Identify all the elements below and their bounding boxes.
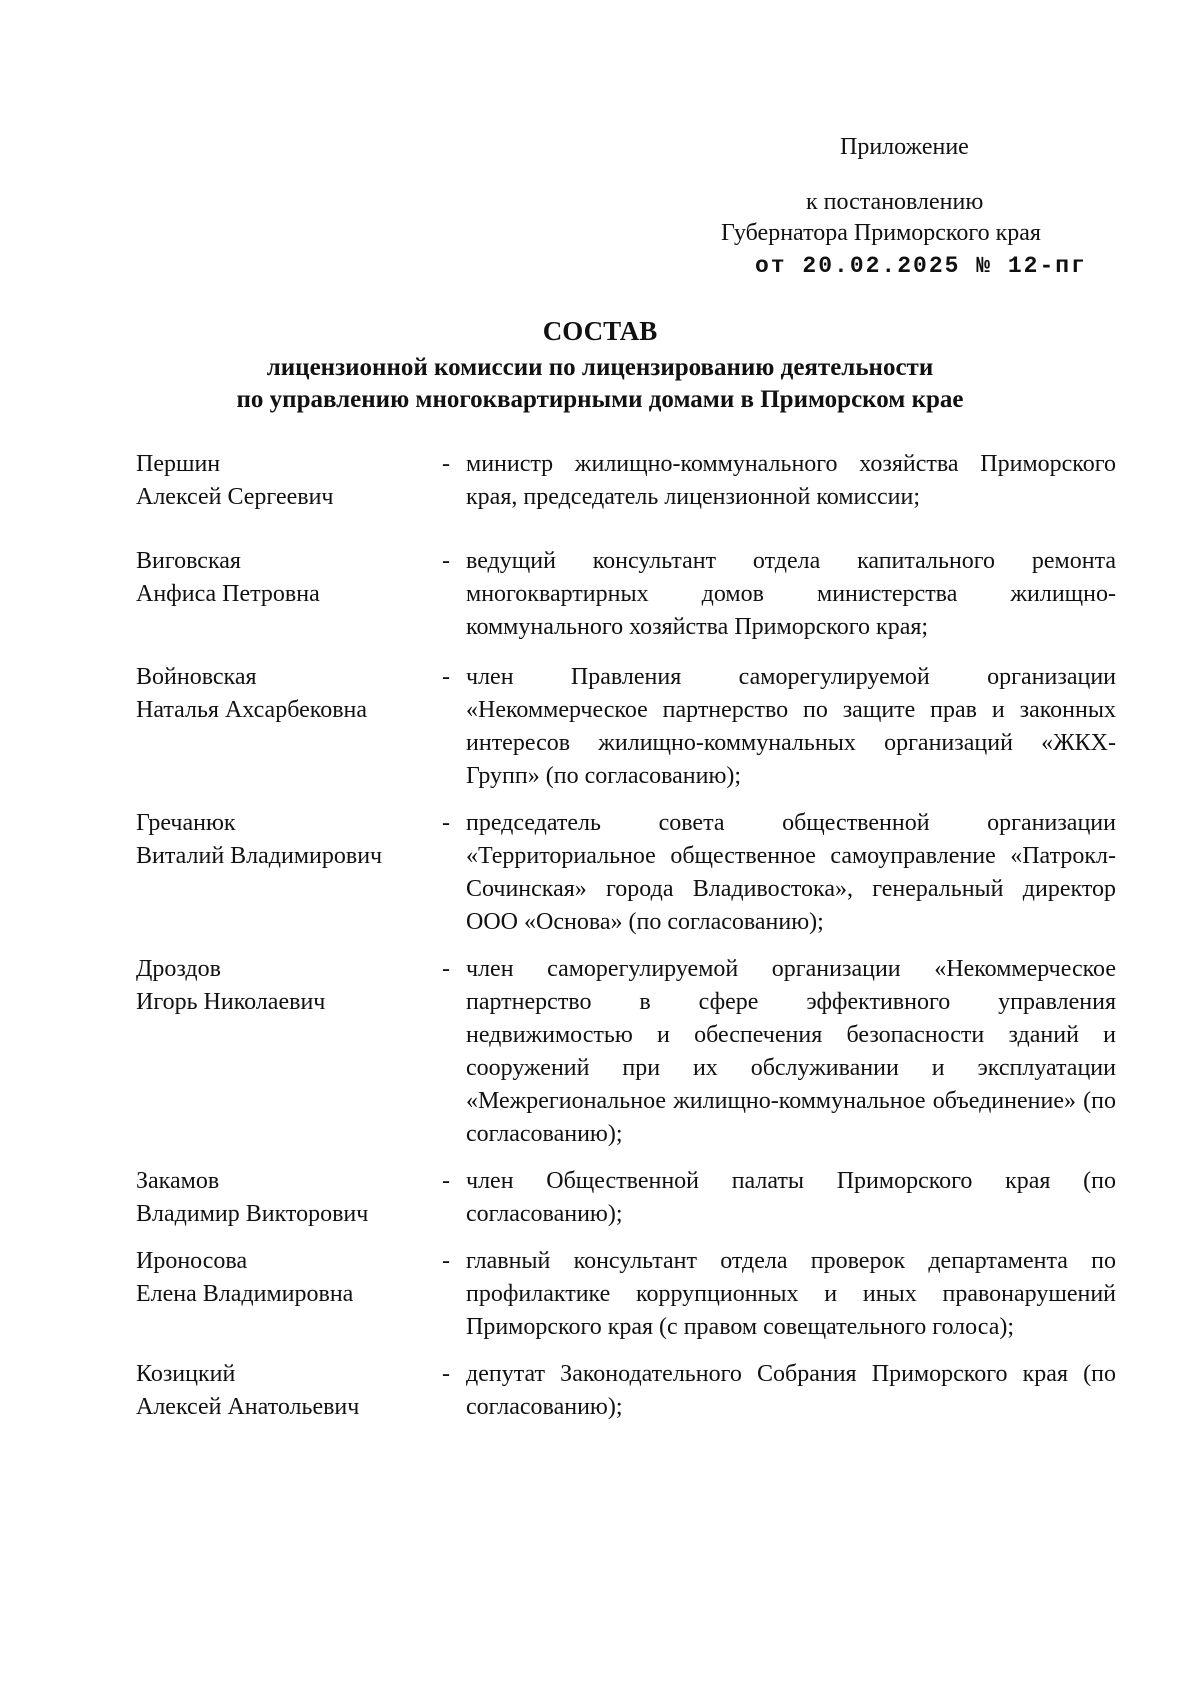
- member-dash: -: [442, 810, 450, 836]
- member-dash: -: [442, 1361, 450, 1387]
- member-row: [136, 545, 1116, 644]
- member-given-names: Анфиса Петровна: [136, 581, 320, 607]
- document-title: СОСТАВ: [542, 316, 658, 346]
- member-dash: -: [442, 664, 450, 690]
- member-role: министр жилищно-коммунального хозяйства Приморского края, председатель лицензионной комиссии;: [466, 451, 1116, 510]
- decree-date-number: от 20.02.2025 № 12-пг: [755, 253, 1087, 279]
- member-name: [136, 1165, 426, 1231]
- member-name: [136, 1358, 426, 1424]
- member-row: [136, 807, 1116, 939]
- member-given-names: Алексей Сергеевич: [136, 484, 334, 510]
- member-surname: Ироносова: [136, 1248, 248, 1274]
- member-dash: -: [442, 548, 450, 574]
- member-dash: -: [442, 451, 450, 477]
- member-row: [136, 661, 1116, 793]
- member-dash: -: [442, 1248, 450, 1274]
- member-row: [136, 1358, 1116, 1424]
- member-role: член Общественной палаты Приморского края (по согласованию);: [466, 1168, 1116, 1227]
- member-name: [136, 448, 426, 514]
- member-name: [136, 953, 426, 1151]
- member-name: [136, 661, 426, 793]
- member-given-names: Владимир Викторович: [136, 1201, 369, 1227]
- member-name: [136, 545, 426, 644]
- member-given-names: Алексей Анатольевич: [136, 1394, 360, 1420]
- member-row: [136, 448, 1116, 514]
- member-surname: Закамов: [136, 1168, 220, 1194]
- member-row: [136, 1245, 1116, 1344]
- member-role: депутат Законодательного Собрания Приморского края (по согласованию);: [466, 1361, 1116, 1420]
- governor-reference: Губернатора Приморского края: [721, 220, 1041, 246]
- member-row: [136, 1165, 1116, 1231]
- member-name: [136, 807, 426, 939]
- member-surname: Дроздов: [136, 956, 221, 982]
- title-line-2: по управлению многоквартирными домами в Приморском крае: [236, 386, 964, 413]
- member-surname: Першин: [136, 451, 221, 477]
- decree-reference: к постановлению: [806, 189, 984, 215]
- member-dash: -: [442, 956, 450, 982]
- members-list: [136, 448, 1116, 1424]
- member-given-names: Елена Владимировна: [136, 1281, 354, 1307]
- member-given-names: Виталий Владимирович: [136, 843, 383, 869]
- member-dash: -: [442, 1168, 450, 1194]
- member-role: член саморегулируемой организации «Некоммерческое партнерство в сфере эффективного управления недвижимостью и обеспечения безопасности зданий и сооружений при их обслуживании и эксплуатации «Межрегиональное жилищно-коммунальное объединение» (по согласованию);: [466, 956, 1116, 1147]
- member-surname: Войновская: [136, 664, 257, 690]
- member-surname: Гречанюк: [136, 810, 236, 836]
- member-name: [136, 1245, 426, 1344]
- appendix-label: Приложение: [840, 134, 969, 160]
- member-row: [136, 953, 1116, 1151]
- member-surname: Козицкий: [136, 1361, 236, 1387]
- title-line-1: лицензионной комиссии по лицензированию деятельности: [266, 354, 934, 381]
- member-role: главный консультант отдела проверок департамента по профилактике коррупционных и иных правонарушений Приморского края (с правом совещательного голоса);: [466, 1248, 1116, 1340]
- member-surname: Виговская: [136, 548, 241, 574]
- member-role: ведущий консультант отдела капитального ремонта многоквартирных домов министерства жилищно-коммунального хозяйства Приморского края;: [466, 548, 1116, 640]
- member-role: член Правления саморегулируемой организации «Некоммерческое партнерство по защите прав и законных интересов жилищно-коммунальных организаций «ЖКХ-Групп» (по согласованию);: [466, 664, 1116, 789]
- member-given-names: Игорь Николаевич: [136, 989, 326, 1015]
- member-role: председатель совета общественной организации «Территориальное общественное самоуправление «Патрокл-Сочинская» города Владивостока», генеральный директор ООО «Основа» (по согласованию);: [466, 810, 1116, 935]
- member-given-names: Наталья Ахсарбековна: [136, 697, 368, 723]
